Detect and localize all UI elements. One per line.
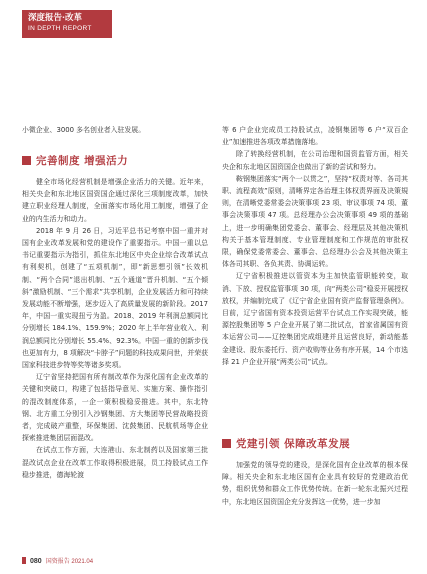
left-paragraph-3: 2018 年 9 月 26 日，习近平总书记考察中国一重并对国有企业改革发展和党的建设作了重要指示。中国一重以总书记重要指示为指引，抓住东北地区中央企业综合改革试点有利契机，创建了“五项机制”，即“新思想引领”长效机制、“两个合同”退出机制、“五个通道”晋升机制、“五个倾斜”激励机制、“三个需求”共享机制，企业发展活力和可持续发展动能不断增强，逐步迈入了高质量发展的新阶段。2017 年，中国一重实现扭亏为盈。2018、2019 年利润总额同比分别增长 184.1%、159.9%；2020 年上半年营业收入、利润总额同比分别增长 55.4%、92.3%。中国一重的创新步伐也更加有力，8 项解决“卡脖子”问题的科技成果问世，并荣获国家科技进步特等奖等诸多奖项。 [22,226,208,370]
section-heading-reform [22,153,128,168]
section-title: 党建引领 保障改革发展 [236,438,351,450]
publication-name: 国资报告 2021.04 [45,559,94,565]
right-paragraph-2: 除了转换经营机制，在公司治理和国资监管方面，相关央企和东北地区国资国企也做出了新的尝试和努力。 [222,150,408,171]
right-paragraph-5: 加强党的领导党的建设，是深化国有企业改革的根本保障。相关央企和东北地区国有企业具有较好的党建政治优势，组织优势和群众工作优势传统。在新一轮东北振兴过程中，东北地区国资国企充分发挥这一优势，进一步加 [222,461,408,506]
section-title: 完善制度 增强活力 [36,155,129,167]
right-paragraph-4: 辽宁省积极推进以管资本为主加快监管职能转变，取消、下放、授权监管事项 30 项，向“两类公司”稳妥开展授权放权，并编制完成了《辽宁省企业国有资产监督管理条例》。目前，辽宁省国有资本投资运营平台试点工作实现突破，能源控股集团等 5 户企业开展了第二批试点，首家省属国有资本运营公司——辽控集团完成组建并且运营良好，新动能基金建设、股东委托行、资产收购等业务有序开展，14 个市选择 21 户企业开展“两类公司”试点。 [222,272,408,366]
left-column-body [22,176,208,481]
left-column [22,124,208,136]
left-paragraph-5: 在试点工作方面，大连港山、东北制药以及国家第三批混改试点企业在改革工作取得积极进展，员工持股试点工作稳步推进，德海轮渡 [22,446,208,479]
section-marker-icon [22,156,31,165]
right-paragraph-3: 鞍钢集团落实“两个一以贯之”，坚持“权责对等、各司其职、流程高效”原则，清晰界定各治理主体权责界面及决策規则，在清晰党委常委会决策事项 23 项、审议事项 74 项、董事会决策事项 47 项。总经理办公会决策事项 49 项的基础上，进一步明确集团党委会、董事会、经理层及其他决策机构关于基本管理制度、专业管理制度和工作规范的审批权限，确保党委常委会、董事会、总经理办公会及其他决策主体各司其职、各负其责、协调运转。 [222,174,408,269]
left-paragraph-4: 辽宁省坚持把国有所有制改革作为深化国有企业改革的关键和突破口，构建了包括指导意见、实施方案、操作指引的混改制度体系，一企一策积极稳妥推进。其中，东北特钢、北方重工分别引入沙钢集团、方大集团等民营战略投资者，完成破产重整，环保集团、沈鼓集团、民航机场等企业探索推进集团层面混改。 [22,373,208,443]
left-paragraph-1: 小微企业、3000 多名创业者入驻发展。 [22,126,146,134]
section-marker-icon [222,439,231,448]
right-column [222,124,408,368]
header-title-zh: 深度报告·改革 [28,13,82,23]
page-footer [22,556,93,565]
right-column-body [222,459,408,508]
footer-marker-icon [22,557,26,564]
report-header-badge [22,10,112,38]
right-paragraph-1: 等 6 户企业完成员工持股试点，凌钢集团等 6 户“双百企业”加速推进各项改革措施落地。 [222,126,408,147]
header-title-en: IN DEPTH REPORT [28,25,92,32]
page-number: 080 [30,558,42,565]
left-paragraph-2: 健全市场化经营机制是增强企业活力的关键。近年来，相关央企和东北地区国资国企通过深化三项制度改革，加快建立职业经理人制度，全面落实市场化用工制度，增强了企业的内生活力和动力。 [22,178,208,223]
section-heading-party [222,436,350,451]
